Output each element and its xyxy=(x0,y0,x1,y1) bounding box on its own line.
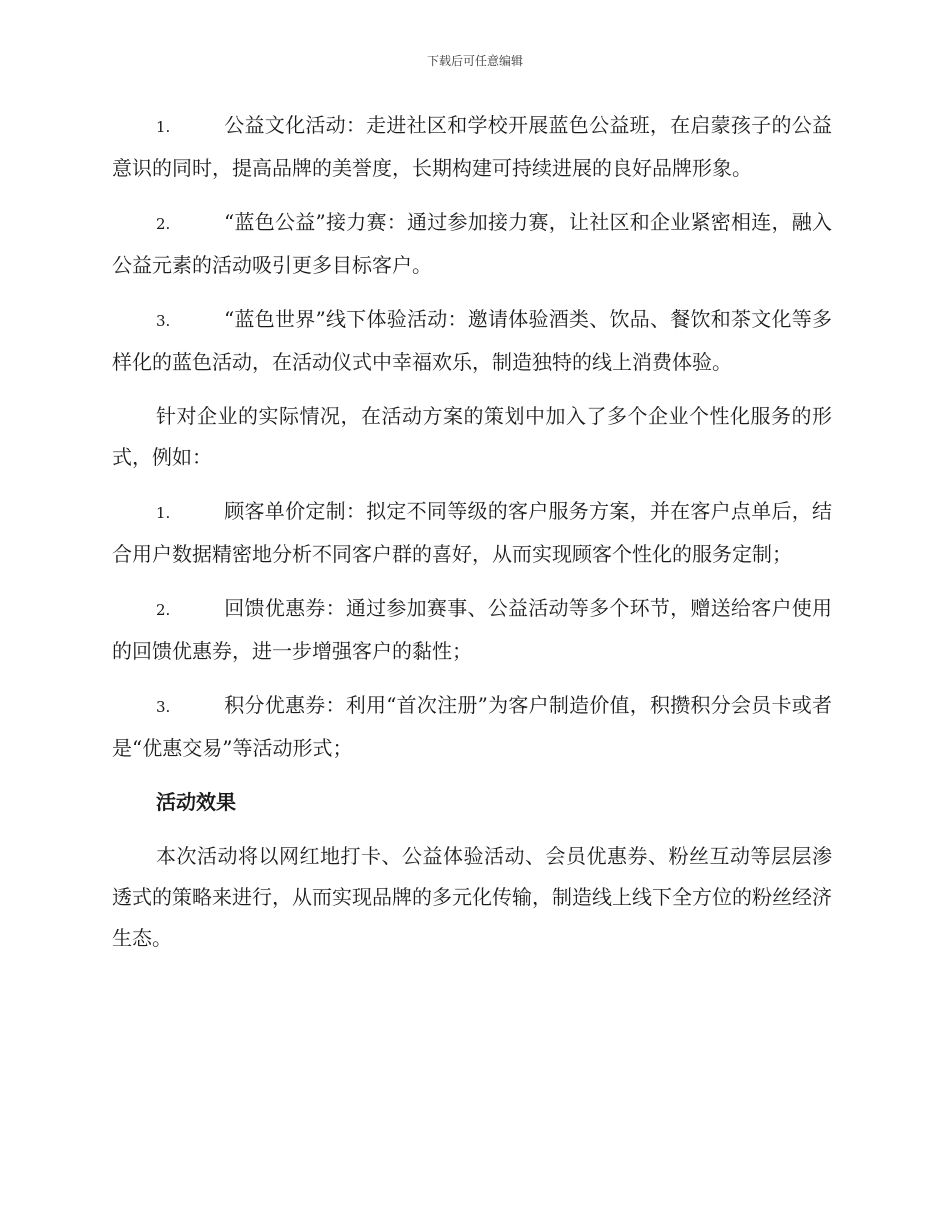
list-number: 1. xyxy=(156,118,171,136)
list-item xyxy=(112,202,832,286)
section-heading: 活动效果 xyxy=(156,790,236,814)
list-item-text: “蓝色公益”接力赛：通过参加接力赛，让社区和企业紧密相连，融入公益元素的活动吸引更多目标客户。 xyxy=(112,210,832,277)
list-item-text: 回馈优惠券：通过参加赛事、公益活动等多个环节，赠送给客户使用的回馈优惠券，进一步增强客户的黏性； xyxy=(112,596,832,663)
list-number: 3. xyxy=(156,312,171,330)
closing-paragraph: 本次活动将以网红地打卡、公益体验活动、会员优惠券、粉丝互动等层层渗透式的策略来进行，从而实现品牌的多元化传输，制造线上线下全方位的粉丝经济生态。 xyxy=(112,844,832,950)
list-item xyxy=(112,299,832,383)
list-item-text: 积分优惠券：利用“首次注册”为客户制造价值，积攒积分会员卡或者是“优惠交易”等活动形式； xyxy=(112,693,832,760)
list-item-text: “蓝色世界”线下体验活动：邀请体验酒类、饮品、餐饮和茶文化等多样化的蓝色活动，在活动仪式中幸福欢乐，制造独特的线上消费体验。 xyxy=(112,307,832,374)
list-item xyxy=(112,685,832,769)
list-number: 1. xyxy=(156,504,171,522)
list-item xyxy=(112,491,832,575)
list-number: 2. xyxy=(156,215,171,233)
list-number: 2. xyxy=(156,601,171,619)
list-item xyxy=(112,105,832,189)
list-number: 3. xyxy=(156,698,171,716)
page-header: 下载后可任意编辑 xyxy=(426,54,523,68)
list-item-text: 公益文化活动：走进社区和学校开展蓝色公益班，在启蒙孩子的公益意识的同时，提高品牌的美誉度，长期构建可持续进展的良好品牌形象。 xyxy=(112,113,832,180)
document-body xyxy=(112,105,832,972)
list-item xyxy=(112,588,832,672)
intro-paragraph: 针对企业的实际情况，在活动方案的策划中加入了多个企业个性化服务的形式，例如： xyxy=(112,404,832,469)
list-item-text: 顾客单价定制：拟定不同等级的客户服务方案，并在客户点单后，结合用户数据精密地分析不同客户群的喜好，从而实现顾客个性化的服务定制； xyxy=(112,499,832,566)
